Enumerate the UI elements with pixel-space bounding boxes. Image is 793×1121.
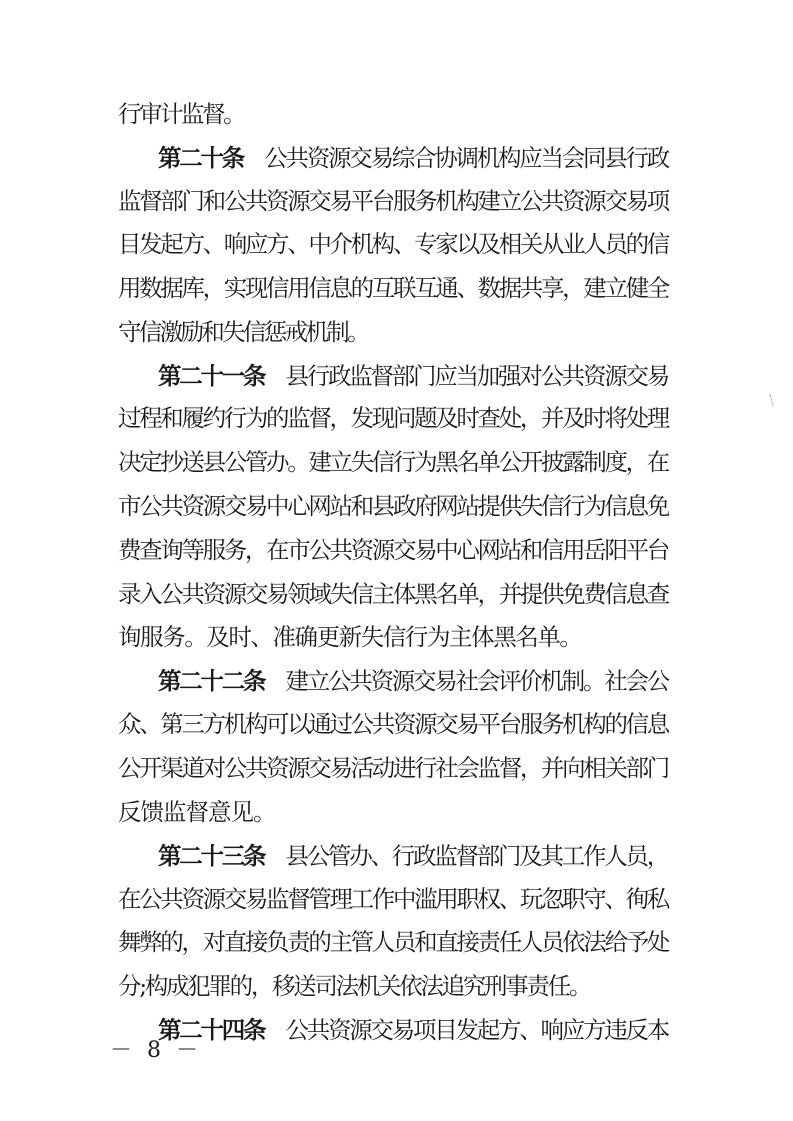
line-text: 行审计监督。 (118, 100, 244, 128)
text-line (118, 273, 668, 303)
text-line (118, 753, 668, 783)
line-text: 守信激励和失信惩戒机制。 (118, 318, 368, 346)
line-text: 决定抄送县公管办。建立失信行为黑名单公开披露制度，在 (118, 448, 668, 476)
line-text: 在公共资源交易监督管理工作中滥用职权、玩忽职守、徇私 (118, 885, 668, 913)
text-line (118, 971, 590, 1001)
article-heading: 第二十一条 (158, 362, 265, 390)
text-line (118, 403, 668, 433)
text-line (158, 666, 668, 696)
line-text: 公开渠道对公共资源交易活动进行社会监督，并向相关部门 (118, 754, 668, 782)
text-line (118, 229, 668, 259)
article-heading: 第二十四条 (158, 1016, 265, 1044)
text-line (118, 535, 668, 565)
text-line (118, 186, 668, 216)
line-text: 目发起方、响应方、中介机构、专家以及相关从业人员的信 (118, 230, 668, 258)
article-heading: 第二十条 (158, 144, 243, 172)
text-line (118, 884, 668, 914)
line-text: 过程和履约行为的监督，发现问题及时查处，并及时将处理 (118, 404, 668, 432)
line-text: 费查询等服务，在市公共资源交易中心网站和信用岳阳平台 (118, 536, 668, 564)
text-line (118, 579, 668, 609)
line-text: 建立公共资源交易社会评价机制。社会公 (264, 667, 668, 695)
text-line (118, 99, 244, 129)
line-text: 众、第三方机构可以通过公共资源交易平台服务机构的信息 (118, 710, 668, 738)
line-text: 舞弊的，对直接负责的主管人员和直接责任人员依法给予处 (118, 928, 668, 956)
text-line (118, 317, 368, 347)
line-text: 反馈监督意见。 (118, 798, 276, 826)
text-line (158, 841, 668, 871)
margin-mark (769, 394, 775, 406)
line-text: 市公共资源交易中心网站和县政府网站提供失信行为信息免 (118, 492, 668, 520)
line-text: 县公管办、行政监督部门及其工作人员， (264, 842, 668, 870)
text-line (118, 491, 668, 521)
text-line (118, 797, 276, 827)
article-heading: 第二十二条 (158, 667, 265, 695)
text-line (158, 361, 668, 391)
text-line (118, 447, 668, 477)
text-line (158, 1015, 668, 1045)
line-text: 录入公共资源交易领域失信主体黑名单，并提供免费信息查 (118, 580, 668, 608)
line-text: 分;构成犯罪的，移送司法机关依法追究刑事责任。 (118, 972, 591, 1000)
text-line (118, 622, 581, 652)
text-line (118, 927, 668, 957)
text-line (118, 709, 668, 739)
line-text: 公共资源交易项目发起方、响应方违反本 (264, 1016, 668, 1044)
text-line (158, 143, 668, 173)
line-text: 监督部门和公共资源交易平台服务机构建立公共资源交易项 (118, 187, 668, 215)
article-heading: 第二十三条 (158, 842, 265, 870)
line-text: 公共资源交易综合协调机构应当会同县行政 (243, 144, 668, 172)
line-text: 询服务。及时、准确更新失信行为主体黑名单。 (118, 623, 582, 651)
page-number: － 8 － (110, 1038, 202, 1063)
line-text: 县行政监督部门应当加强对公共资源交易 (264, 362, 668, 390)
line-text: 用数据库，实现信用信息的互联互通、数据共享，建立健全 (118, 274, 668, 302)
